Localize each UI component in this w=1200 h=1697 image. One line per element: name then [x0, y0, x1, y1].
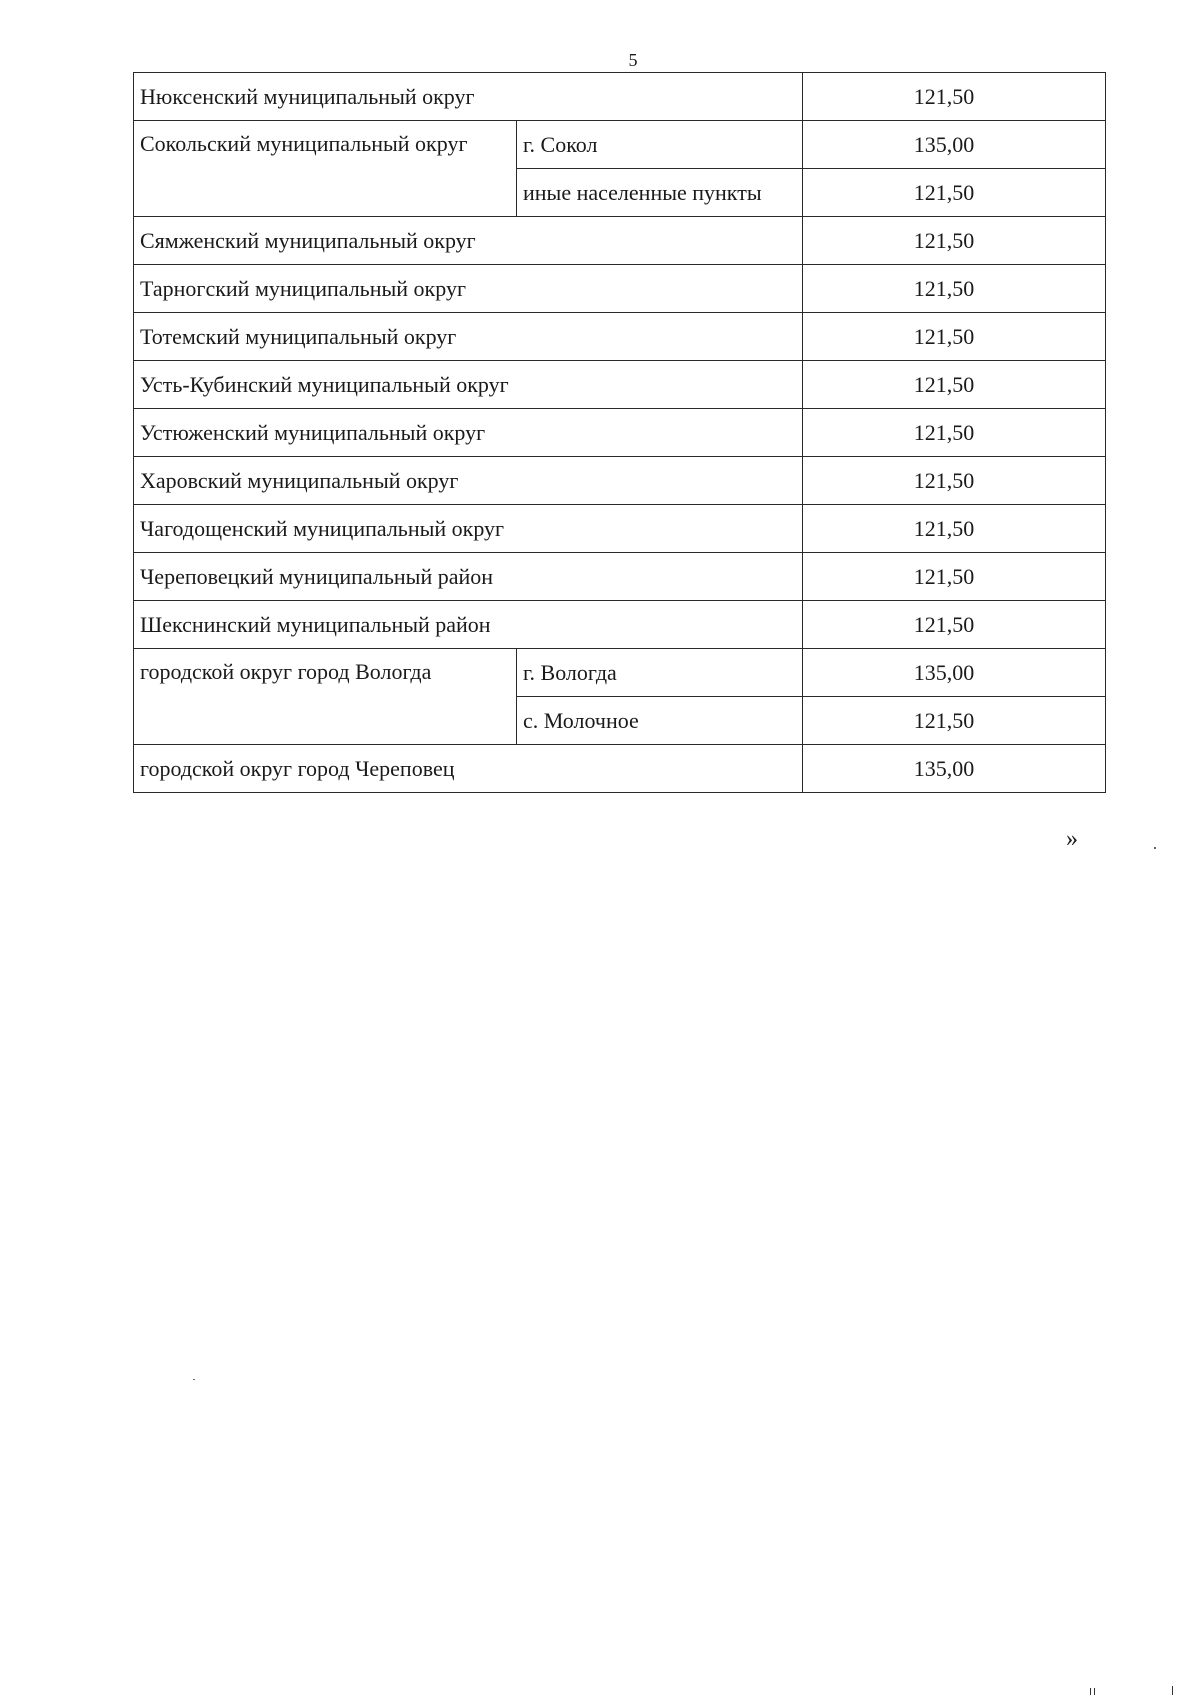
- closing-quote: »: [1066, 826, 1078, 852]
- district-name: Череповецкий муниципальный район: [134, 553, 803, 601]
- table-row: [134, 745, 1106, 793]
- tariff-value: 121,50: [803, 313, 1106, 361]
- table-row: [134, 553, 1106, 601]
- tariff-table: [133, 72, 1106, 793]
- district-name: Сямженский муниципальный округ: [134, 217, 803, 265]
- scan-speck: [1172, 1686, 1173, 1695]
- tariff-value: 135,00: [803, 745, 1106, 793]
- district-name: Устюженский муниципальный округ: [134, 409, 803, 457]
- district-name: Харовский муниципальный округ: [134, 457, 803, 505]
- district-name: Усть-Кубинский муниципальный округ: [134, 361, 803, 409]
- tariff-value: 121,50: [803, 457, 1106, 505]
- district-name: Тотемский муниципальный округ: [134, 313, 803, 361]
- tariff-value: 121,50: [803, 217, 1106, 265]
- table-row: [134, 73, 1106, 121]
- tariff-value: 121,50: [803, 697, 1106, 745]
- settlement-name: г. Вологда: [517, 649, 803, 697]
- tariff-value: 121,50: [803, 169, 1106, 217]
- table-row: [134, 121, 1106, 169]
- tariff-value: 121,50: [803, 265, 1106, 313]
- table-row: [134, 409, 1106, 457]
- table-row: [134, 649, 1106, 697]
- scan-speck: [1094, 1688, 1095, 1695]
- table-row: [134, 601, 1106, 649]
- tariff-value: 121,50: [803, 73, 1106, 121]
- table-row: [134, 457, 1106, 505]
- scan-speck: [1154, 847, 1156, 849]
- table-row: [134, 313, 1106, 361]
- district-name: Сокольский муниципальный округ: [134, 121, 517, 217]
- table-row: [134, 505, 1106, 553]
- district-name: городской округ город Вологда: [134, 649, 517, 745]
- tariff-value: 135,00: [803, 649, 1106, 697]
- table-row: [134, 217, 1106, 265]
- district-name: Чагодощенский муниципальный округ: [134, 505, 803, 553]
- district-name: городской округ город Череповец: [134, 745, 803, 793]
- tariff-value: 121,50: [803, 361, 1106, 409]
- tariff-value: 121,50: [803, 409, 1106, 457]
- scan-speck: [193, 1379, 195, 1380]
- tariff-value: 121,50: [803, 553, 1106, 601]
- tariff-value: 121,50: [803, 505, 1106, 553]
- page-number: 5: [628, 50, 638, 70]
- district-name: Шекснинский муниципальный район: [134, 601, 803, 649]
- table-row: [134, 361, 1106, 409]
- settlement-name: г. Сокол: [517, 121, 803, 169]
- district-name: Нюксенский муниципальный округ: [134, 73, 803, 121]
- tariff-value: 135,00: [803, 121, 1106, 169]
- tariff-value: 121,50: [803, 601, 1106, 649]
- table-row: [134, 265, 1106, 313]
- settlement-name: с. Молочное: [517, 697, 803, 745]
- scan-speck: [1090, 1688, 1091, 1695]
- district-name: Тарногский муниципальный округ: [134, 265, 803, 313]
- settlement-name: иные населенные пункты: [517, 169, 803, 217]
